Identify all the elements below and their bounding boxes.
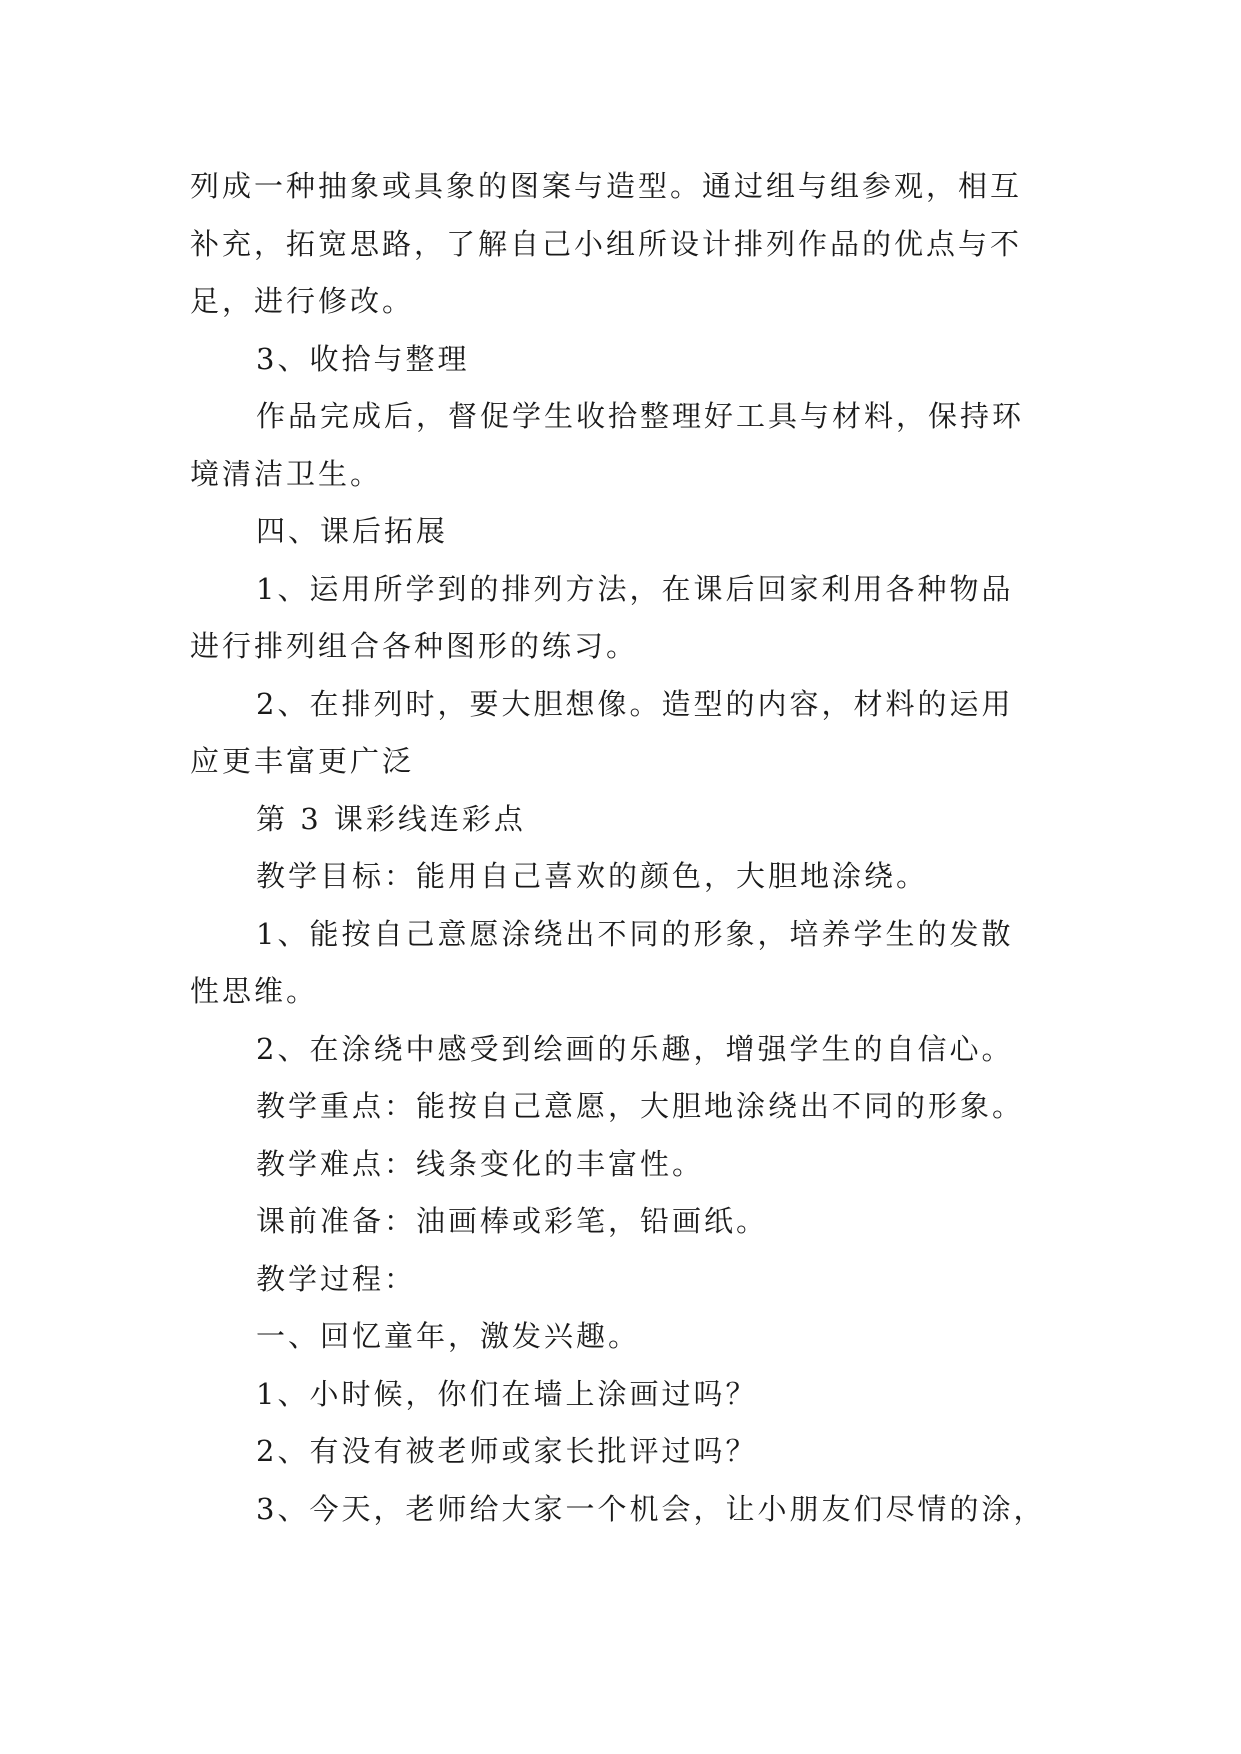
text-line: 1、小时候，你们在墙上涂画过吗？ <box>256 1376 758 1411</box>
text-line: 应更丰富更广泛 <box>190 744 415 778</box>
text-line: 列成一种抽象或具象的图案与造型。通过组与组参观，相互 <box>190 169 1023 203</box>
text-line: 教学目标：能用自己喜欢的颜色，大胆地涂绕。 <box>256 859 929 893</box>
text-line: 2、在排列时，要大胆想像。造型的内容，材料的运用 <box>256 686 1014 721</box>
text-line: 3、今天，老师给大家一个机会，让小朋友们尽情的涂， <box>256 1491 1046 1526</box>
section-heading: 四、课后拓展 <box>256 514 449 548</box>
text-line: 教学难点：线条变化的丰富性。 <box>256 1146 705 1181</box>
text-line: 2、在涂绕中感受到绘画的乐趣，增强学生的自信心。 <box>256 1031 1014 1066</box>
text-line: 教学重点：能按自己意愿，大胆地涂绕出不同的形象。 <box>256 1089 1025 1123</box>
lesson-title: 第 3 课彩线连彩点 <box>256 801 526 836</box>
text-line: 1、能按自己意愿涂绕出不同的形象，培养学生的发散 <box>256 916 1014 951</box>
text-line: 足，进行修改。 <box>190 284 415 318</box>
text-line: 2、有没有被老师或家长批评过吗？ <box>256 1434 758 1468</box>
text-line: 作品完成后，督促学生收拾整理好工具与材料，保持环 <box>256 399 1025 433</box>
text-line: 进行排列组合各种图形的练习。 <box>190 629 639 663</box>
text-line: 教学过程： <box>256 1261 417 1296</box>
text-line: 课前准备：油画棒或彩笔，铅画纸。 <box>256 1204 769 1238</box>
section-heading: 一、回忆童年，激发兴趣。 <box>256 1319 641 1353</box>
text-line: 境清洁卫生。 <box>190 456 383 491</box>
section-heading: 3、收拾与整理 <box>256 341 470 376</box>
document-body <box>190 158 1070 1538</box>
text-line: 1、运用所学到的排列方法，在课后回家利用各种物品 <box>256 571 1014 606</box>
text-line: 补充，拓宽思路，了解自己小组所设计排列作品的优点与不 <box>190 226 1023 261</box>
text-line: 性思维。 <box>190 974 319 1008</box>
